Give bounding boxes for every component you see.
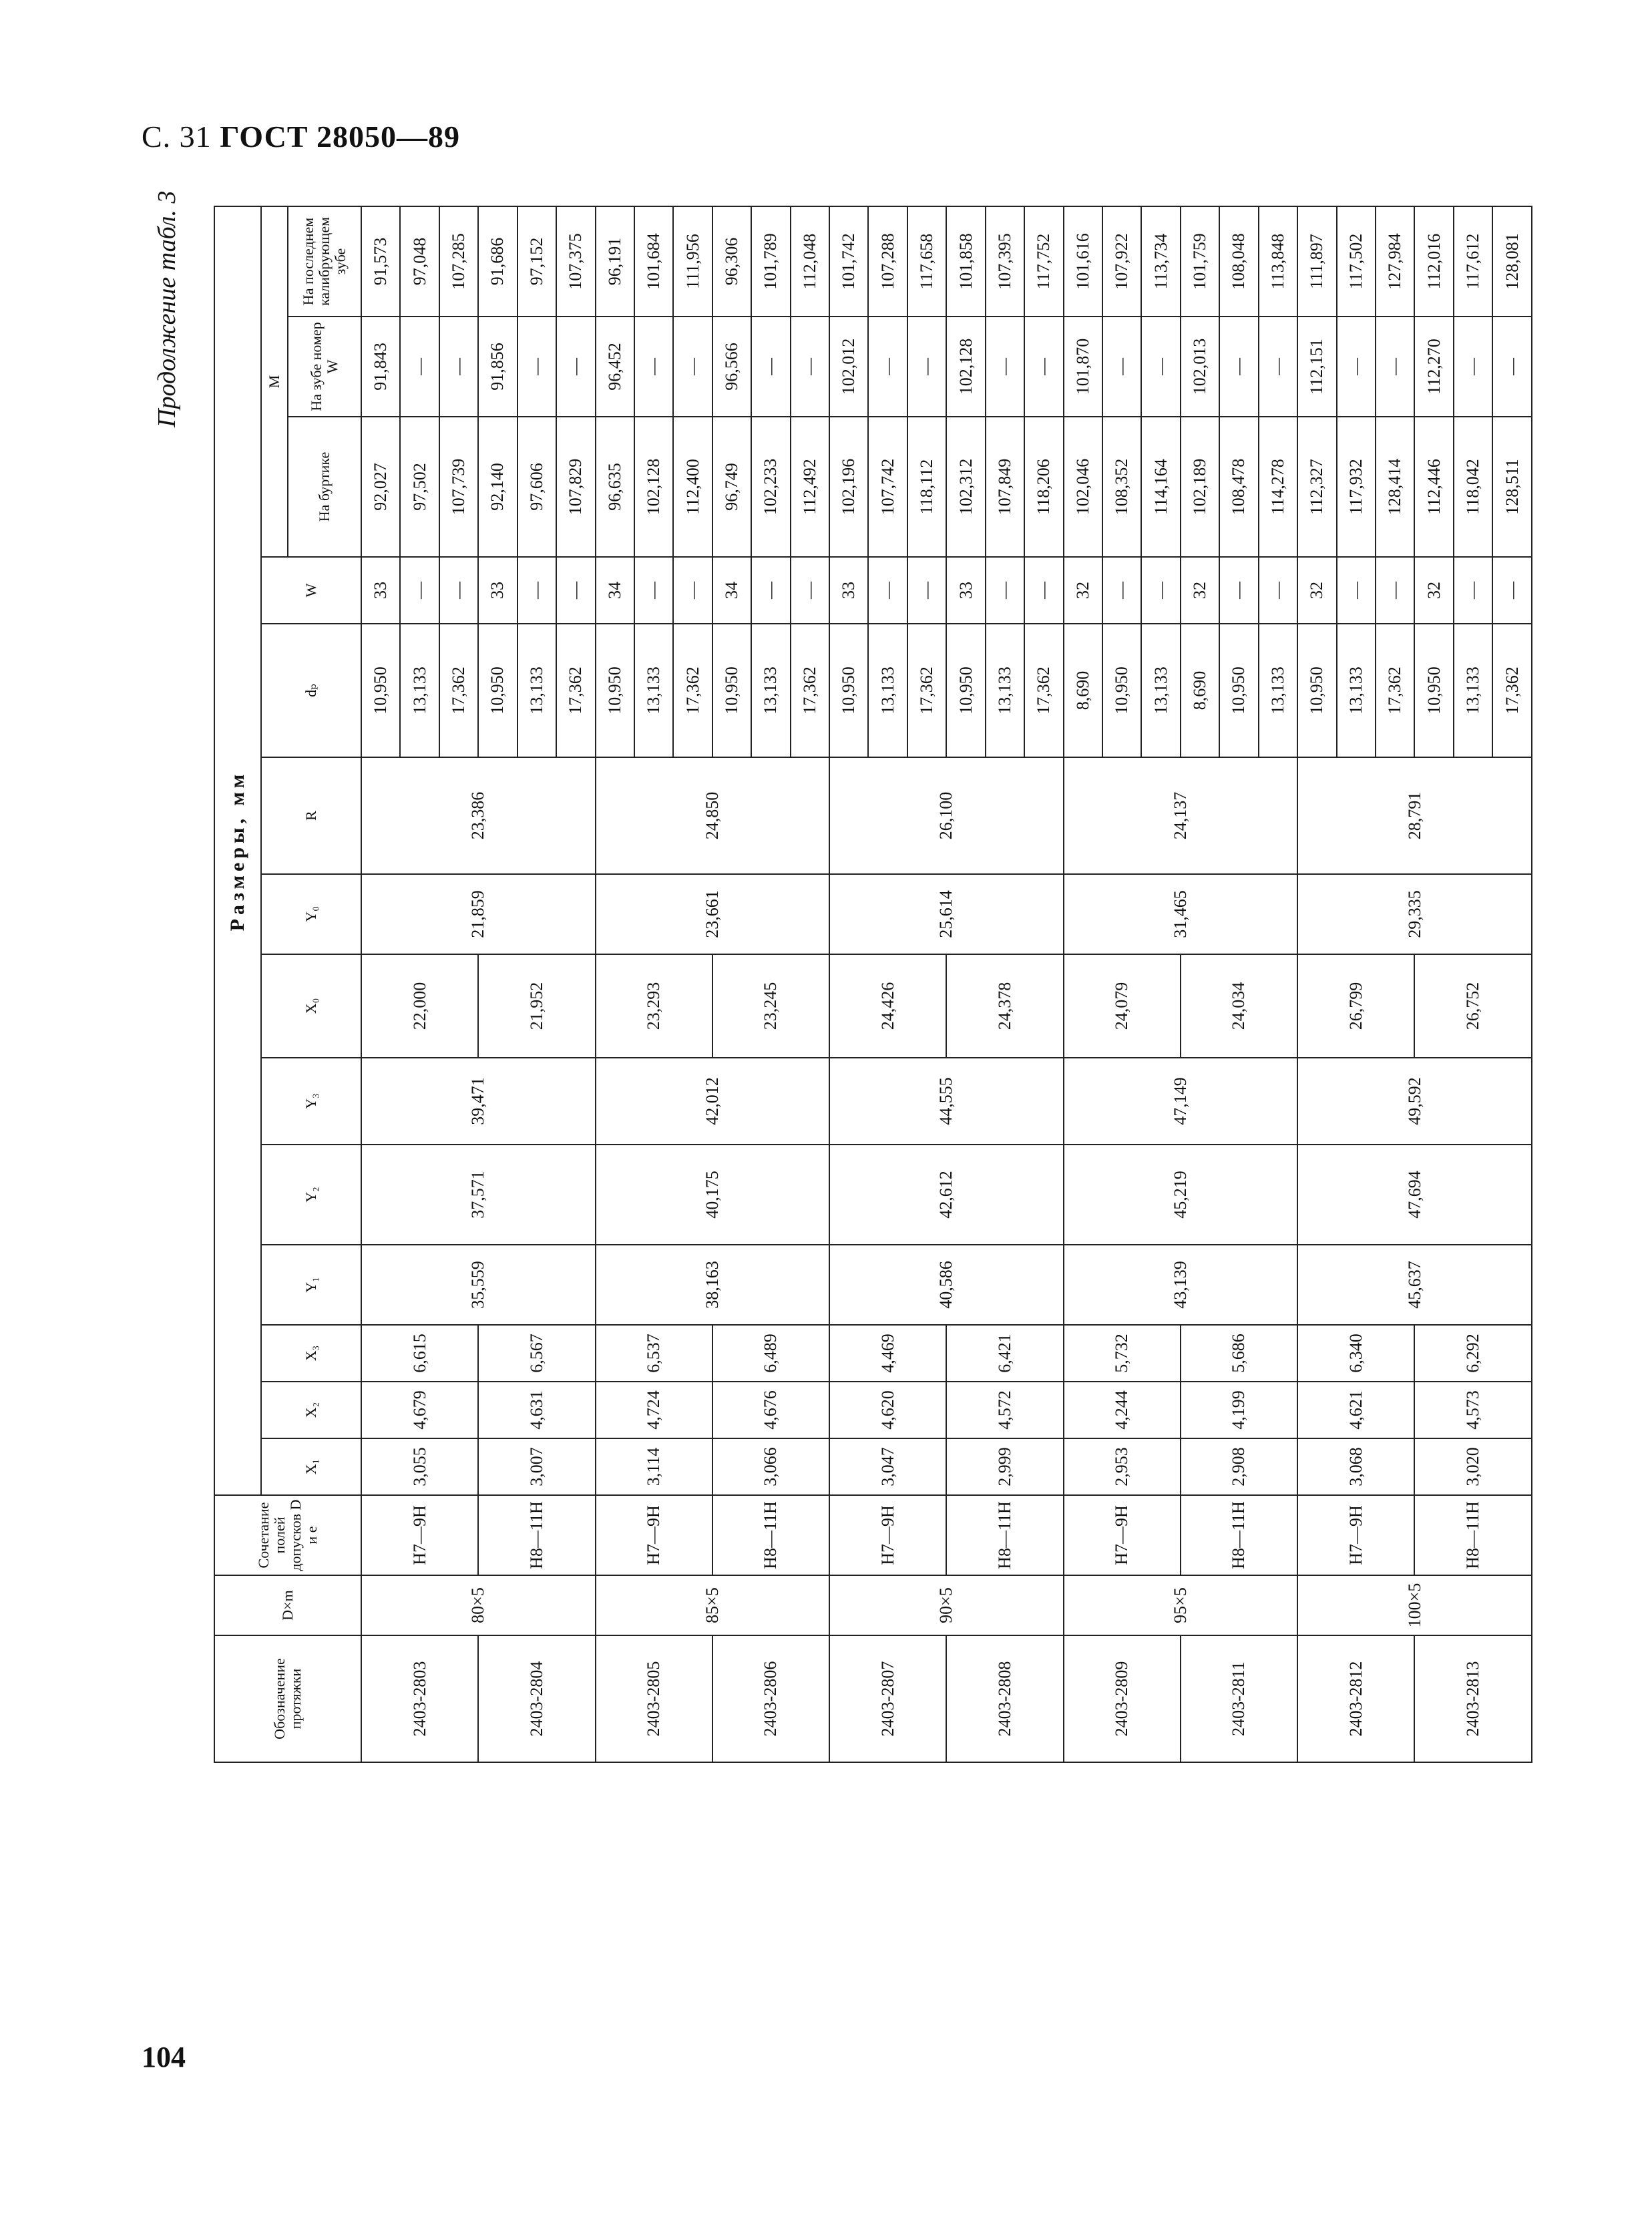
tolerance-value: H7—9H [829,1495,946,1575]
w-value: — [400,557,439,624]
tool-designation: 2403-2805 [596,1635,712,1762]
dp-value: 10,950 [1102,624,1141,757]
x1-value: 2,999 [946,1438,1063,1495]
x3-value: 4,469 [829,1325,946,1382]
table-row [1297,206,1336,1762]
w-value: — [986,557,1024,624]
x3-value: 6,615 [361,1325,478,1382]
m-tooth-w-value: — [400,317,439,417]
y2-value: 45,219 [1064,1145,1298,1245]
m-tooth-w-value: 96,566 [712,317,751,417]
x0-value: 26,799 [1297,954,1414,1058]
x2-value: 4,676 [712,1382,829,1438]
x1-value: 3,068 [1297,1438,1414,1495]
m-shoulder-value: 97,502 [400,417,439,557]
y0-value: 31,465 [1064,874,1298,954]
w-value: — [1376,557,1414,624]
w-value: 34 [596,557,634,624]
m-last-value: 91,573 [361,206,400,317]
m-shoulder-value: 102,196 [829,417,868,557]
x2-value: 4,620 [829,1382,946,1438]
col-y3: Y₃ [261,1058,361,1145]
w-value: — [1219,557,1258,624]
m-tooth-w-value: 91,856 [478,317,517,417]
m-shoulder-value: 118,112 [907,417,946,557]
tolerance-value: H8—11H [1414,1495,1532,1575]
table-row [361,206,400,1762]
w-value: — [1492,557,1532,624]
w-value: — [673,557,712,624]
w-value: 33 [478,557,517,624]
w-value: — [634,557,673,624]
y3-value: 42,012 [596,1058,830,1145]
m-last-value: 91,686 [478,206,517,317]
x1-value: 2,953 [1064,1438,1181,1495]
m-shoulder-value: 114,164 [1141,417,1180,557]
w-value: 33 [829,557,868,624]
tool-designation: 2403-2813 [1414,1635,1532,1762]
dp-value: 10,950 [1414,624,1453,757]
dp-value: 17,362 [1024,624,1063,757]
m-last-value: 113,734 [1141,206,1180,317]
col-x1: X₁ [261,1438,361,1495]
m-tooth-w-value: — [1454,317,1492,417]
m-last-value: 97,152 [518,206,556,317]
x0-value: 23,293 [596,954,712,1058]
x3-value: 6,567 [478,1325,595,1382]
dp-value: 17,362 [556,624,595,757]
col-dxm: D×m [214,1575,361,1635]
col-y1: Y₁ [261,1245,361,1325]
m-tooth-w-value: 101,870 [1064,317,1102,417]
x0-value: 24,034 [1181,954,1297,1058]
x2-value: 4,572 [946,1382,1063,1438]
m-shoulder-value: 118,042 [1454,417,1492,557]
m-shoulder-value: 102,189 [1181,417,1219,557]
x3-value: 5,732 [1064,1325,1181,1382]
w-value: — [518,557,556,624]
y1-value: 35,559 [361,1245,596,1325]
m-tooth-w-value: 91,843 [361,317,400,417]
dp-value: 10,950 [829,624,868,757]
r-value: 26,100 [829,757,1064,874]
page-header [142,119,460,154]
m-tooth-w-value: — [1102,317,1141,417]
m-shoulder-value: 114,278 [1259,417,1297,557]
m-tooth-w-value: — [439,317,478,417]
tolerance-value: H7—9H [1297,1495,1414,1575]
tolerance-value: H7—9H [596,1495,712,1575]
x1-value: 3,114 [596,1438,712,1495]
x1-value: 3,047 [829,1438,946,1495]
m-shoulder-value: 92,027 [361,417,400,557]
m-last-value: 111,897 [1297,206,1336,317]
m-tooth-w-value: — [556,317,595,417]
tolerance-value: H8—11H [946,1495,1063,1575]
w-value: 32 [1297,557,1336,624]
m-last-value: 107,285 [439,206,478,317]
dp-value: 17,362 [673,624,712,757]
col-w: W [261,557,361,624]
x3-value: 6,537 [596,1325,712,1382]
y0-value: 23,661 [596,874,830,954]
tolerance-value: H8—11H [478,1495,595,1575]
m-last-value: 101,759 [1181,206,1219,317]
m-last-value: 112,016 [1414,206,1453,317]
col-designation: Обозначение протяжки [214,1635,361,1762]
m-last-value: 107,922 [1102,206,1141,317]
m-shoulder-value: 107,739 [439,417,478,557]
col-m-group: M [261,206,288,557]
x1-value: 2,908 [1181,1438,1297,1495]
m-tooth-w-value: — [1376,317,1414,417]
col-m-shoulder: На буртике [288,417,361,557]
x0-value: 24,378 [946,954,1063,1058]
m-last-value: 101,616 [1064,206,1102,317]
dxm-value: 90×5 [829,1575,1064,1635]
dp-value: 13,133 [1337,624,1376,757]
tool-designation: 2403-2808 [946,1635,1063,1762]
m-last-value: 101,684 [634,206,673,317]
m-shoulder-value: 112,492 [791,417,829,557]
table-row [829,206,868,1762]
m-last-value: 107,288 [868,206,907,317]
y3-value: 49,592 [1297,1058,1532,1145]
m-tooth-w-value: 102,013 [1181,317,1219,417]
y1-value: 43,139 [1064,1245,1298,1325]
table-row [946,206,985,1762]
col-x2: X₂ [261,1382,361,1438]
dp-value: 8,690 [1064,624,1102,757]
m-tooth-w-value: — [907,317,946,417]
m-last-value: 127,984 [1376,206,1414,317]
m-tooth-w-value: 102,128 [946,317,985,417]
dp-value: 13,133 [1259,624,1297,757]
m-shoulder-value: 128,511 [1492,417,1532,557]
m-last-value: 107,375 [556,206,595,317]
m-tooth-w-value: — [634,317,673,417]
m-last-value: 97,048 [400,206,439,317]
tool-designation: 2403-2803 [361,1635,478,1762]
w-value: 33 [361,557,400,624]
m-tooth-w-value: — [1219,317,1258,417]
y3-value: 39,471 [361,1058,596,1145]
m-last-value: 113,848 [1259,206,1297,317]
page-label: С. 31 [142,120,212,154]
m-last-value: 107,395 [986,206,1024,317]
col-x3: X₃ [261,1325,361,1382]
col-y0: Y₀ [261,874,361,954]
m-tooth-w-value: — [1259,317,1297,417]
m-shoulder-value: 96,635 [596,417,634,557]
standard-number: ГОСТ 28050—89 [220,120,461,154]
col-m-last: На последнем калибрующем зубе [288,206,361,317]
col-dp: dₚ [261,624,361,757]
w-value: — [868,557,907,624]
dp-value: 17,362 [439,624,478,757]
dp-value: 13,133 [518,624,556,757]
w-value: 32 [1414,557,1453,624]
x3-value: 5,686 [1181,1325,1297,1382]
m-shoulder-value: 92,140 [478,417,517,557]
dxm-value: 95×5 [1064,1575,1298,1635]
m-last-value: 117,658 [907,206,946,317]
x1-value: 3,020 [1414,1438,1532,1495]
x0-value: 26,752 [1414,954,1532,1058]
x3-value: 6,292 [1414,1325,1532,1382]
tool-designation: 2403-2804 [478,1635,595,1762]
m-shoulder-value: 107,742 [868,417,907,557]
tool-designation: 2403-2812 [1297,1635,1414,1762]
m-last-value: 117,752 [1024,206,1063,317]
dxm-value: 80×5 [361,1575,596,1635]
tolerance-value: H8—11H [1181,1495,1297,1575]
dxm-value: 85×5 [596,1575,830,1635]
x2-value: 4,679 [361,1382,478,1438]
table-wrapper [214,214,1532,1763]
col-m-tooth-w: На зубе номер W [288,317,361,417]
m-tooth-w-value: — [1141,317,1180,417]
tool-designation: 2403-2811 [1181,1635,1297,1762]
dp-value: 17,362 [1376,624,1414,757]
page-number: 104 [142,2041,186,2073]
x3-value: 6,421 [946,1325,1063,1382]
m-shoulder-value: 112,446 [1414,417,1453,557]
tool-designation: 2403-2806 [712,1635,829,1762]
y1-value: 45,637 [1297,1245,1532,1325]
m-last-value: 101,789 [751,206,790,317]
w-value: — [907,557,946,624]
dp-value: 10,950 [478,624,517,757]
x0-value: 24,426 [829,954,946,1058]
y2-value: 42,612 [829,1145,1064,1245]
m-shoulder-value: 102,312 [946,417,985,557]
tolerance-value: H8—11H [712,1495,829,1575]
m-last-value: 111,956 [673,206,712,317]
m-tooth-w-value: 112,270 [1414,317,1453,417]
y2-value: 47,694 [1297,1145,1532,1245]
x2-value: 4,244 [1064,1382,1181,1438]
y2-value: 37,571 [361,1145,596,1245]
m-last-value: 128,081 [1492,206,1532,317]
x2-value: 4,631 [478,1382,595,1438]
table-body [361,206,1532,1762]
m-shoulder-value: 97,606 [518,417,556,557]
w-value: — [439,557,478,624]
y0-value: 25,614 [829,874,1064,954]
m-shoulder-value: 96,749 [712,417,751,557]
y3-value: 44,555 [829,1058,1064,1145]
dp-value: 13,133 [868,624,907,757]
m-tooth-w-value: — [986,317,1024,417]
m-shoulder-value: 102,046 [1064,417,1102,557]
m-tooth-w-value: — [518,317,556,417]
tool-designation: 2403-2809 [1064,1635,1181,1762]
w-value: — [1337,557,1376,624]
w-value: — [1024,557,1063,624]
x2-value: 4,724 [596,1382,712,1438]
m-last-value: 112,048 [791,206,829,317]
m-tooth-w-value: — [1337,317,1376,417]
table-row [596,206,634,1762]
w-value: 32 [1181,557,1219,624]
m-tooth-w-value: 96,452 [596,317,634,417]
x2-value: 4,621 [1297,1382,1414,1438]
m-last-value: 101,858 [946,206,985,317]
m-last-value: 101,742 [829,206,868,317]
m-shoulder-value: 118,206 [1024,417,1063,557]
dp-value: 10,950 [361,624,400,757]
x0-value: 23,245 [712,954,829,1058]
group-header: Размеры, мм [214,206,261,1495]
x1-value: 3,066 [712,1438,829,1495]
col-r: R [261,757,361,874]
dp-value: 13,133 [400,624,439,757]
m-shoulder-value: 117,932 [1337,417,1376,557]
tolerance-value: H7—9H [361,1495,478,1575]
m-last-value: 96,191 [596,206,634,317]
m-shoulder-value: 107,849 [986,417,1024,557]
w-value: — [1141,557,1180,624]
x0-value: 21,952 [478,954,595,1058]
dp-value: 13,133 [986,624,1024,757]
w-value: — [791,557,829,624]
table-row [1181,206,1219,1762]
y2-value: 40,175 [596,1145,830,1245]
dp-value: 10,950 [596,624,634,757]
continuation-label: Продолжение табл. 3 [153,190,181,427]
dp-value: 17,362 [791,624,829,757]
m-tooth-w-value: — [673,317,712,417]
m-tooth-w-value: — [751,317,790,417]
dp-value: 13,133 [751,624,790,757]
x3-value: 6,489 [712,1325,829,1382]
m-tooth-w-value: — [1024,317,1063,417]
m-tooth-w-value: 102,012 [829,317,868,417]
m-last-value: 108,048 [1219,206,1258,317]
x0-value: 24,079 [1064,954,1181,1058]
w-value: — [1259,557,1297,624]
w-value: — [1102,557,1141,624]
y3-value: 47,149 [1064,1058,1298,1145]
m-tooth-w-value: 112,151 [1297,317,1336,417]
dp-value: 10,950 [1297,624,1336,757]
w-value: 34 [712,557,751,624]
m-shoulder-value: 108,352 [1102,417,1141,557]
m-shoulder-value: 102,128 [634,417,673,557]
x3-value: 6,340 [1297,1325,1414,1382]
m-shoulder-value: 102,233 [751,417,790,557]
dp-value: 17,362 [1492,624,1532,757]
table-row [1064,206,1102,1762]
dxm-value: 100×5 [1297,1575,1532,1635]
dp-value: 10,950 [946,624,985,757]
m-last-value: 96,306 [712,206,751,317]
x1-value: 3,055 [361,1438,478,1495]
r-value: 28,791 [1297,757,1532,874]
r-value: 24,850 [596,757,830,874]
m-last-value: 117,502 [1337,206,1376,317]
w-value: — [751,557,790,624]
m-shoulder-value: 107,829 [556,417,595,557]
x2-value: 4,199 [1181,1382,1297,1438]
tool-designation: 2403-2807 [829,1635,946,1762]
dp-value: 10,950 [712,624,751,757]
m-tooth-w-value: — [791,317,829,417]
w-value: — [556,557,595,624]
y1-value: 40,586 [829,1245,1064,1325]
dp-value: 8,690 [1181,624,1219,757]
table-row [478,206,517,1762]
col-tolerance: Сочетание полей допусков D и e [214,1495,361,1575]
w-value: 33 [946,557,985,624]
dp-value: 10,950 [1219,624,1258,757]
w-value: — [1454,557,1492,624]
m-tooth-w-value: — [1492,317,1532,417]
m-tooth-w-value: — [868,317,907,417]
r-value: 23,386 [361,757,596,874]
dp-value: 13,133 [634,624,673,757]
y1-value: 38,163 [596,1245,830,1325]
table-row [1414,206,1453,1762]
x1-value: 3,007 [478,1438,595,1495]
y0-value: 29,335 [1297,874,1532,954]
w-value: 32 [1064,557,1102,624]
dp-value: 13,133 [1454,624,1492,757]
x2-value: 4,573 [1414,1382,1532,1438]
table-row [712,206,751,1762]
m-shoulder-value: 112,327 [1297,417,1336,557]
m-shoulder-value: 108,478 [1219,417,1258,557]
x0-value: 22,000 [361,954,478,1058]
m-last-value: 117,612 [1454,206,1492,317]
col-x0: X₀ [261,954,361,1058]
m-shoulder-value: 112,400 [673,417,712,557]
tolerance-value: H7—9H [1064,1495,1181,1575]
m-shoulder-value: 128,414 [1376,417,1414,557]
dp-value: 17,362 [907,624,946,757]
dp-value: 13,133 [1141,624,1180,757]
y0-value: 21,859 [361,874,596,954]
dimensions-table [214,206,1532,1763]
r-value: 24,137 [1064,757,1298,874]
col-y2: Y₂ [261,1145,361,1245]
